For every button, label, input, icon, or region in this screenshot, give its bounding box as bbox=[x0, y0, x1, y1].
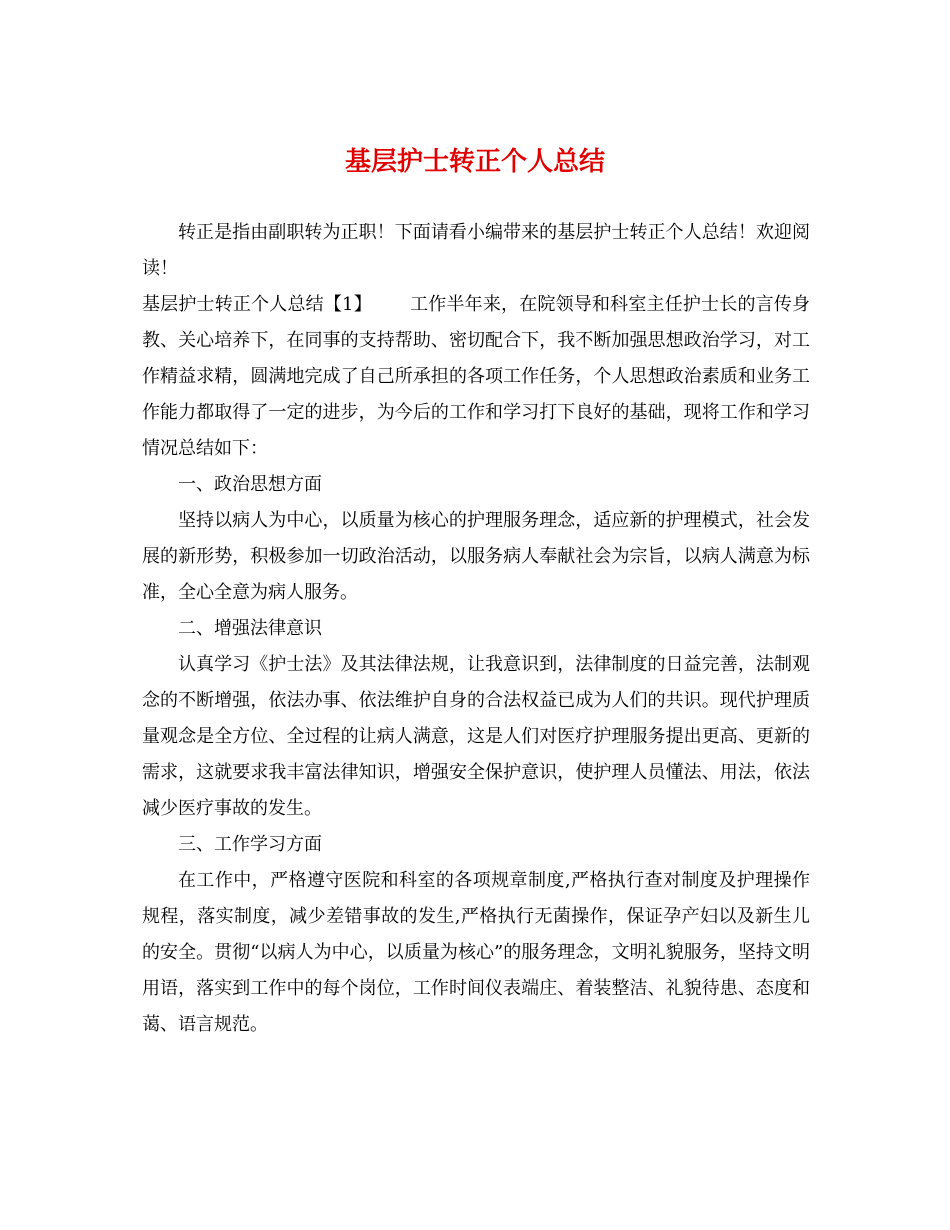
section-heading-work: 三、工作学习方面 bbox=[178, 834, 322, 855]
summary-heading: 基层护士转正个人总结【1】 bbox=[142, 294, 372, 315]
summary-opening: 工作半年来，在院领导和科室主任护士长的言传身教、关心培养下，在同事的支持帮助、密切配合下，我不断加强思想政治学习，对工作精益求精，圆满地完成了自己所承担的各项工作任务，个人思想政治素质和业务工作能力都取得了一定的进步，为今后的工作和学习打下良好的基础，现将工作和学习情况总结如下： bbox=[142, 294, 811, 459]
intro-paragraph: 转正是指由副职转为正职！下面请看小编带来的基层护士转正个人总结！欢迎阅读！ bbox=[142, 222, 810, 279]
section-heading-politics: 一、政治思想方面 bbox=[178, 474, 322, 495]
summary-paragraph bbox=[142, 287, 810, 467]
section-text-work: 在工作中，严格遵守医院和科室的各项规章制度,严格执行查对制度及护理操作规程，落实制度，减少差错事故的发生,严格执行无菌操作，保证孕产妇以及新生儿的安全。贯彻“以病人为中心，以质量为核心”的服务理念，文明礼貌服务，坚持文明用语，落实到工作中的每个岗位，工作时间仪表端庄、着装整洁、礼貌待患、态度和蔼、语言规范。 bbox=[142, 870, 810, 1035]
section-text-law: 认真学习《护士法》及其法律法规，让我意识到，法律制度的日益完善，法制观念的不断增强，依法办事、依法维护自身的合法权益已成为人们的共识。现代护理质量观念是全方位、全过程的让病人满意，这是人们对医疗护理服务提出更高、更新的需求，这就要求我丰富法律知识，增强安全保护意识，使护理人员懂法、用法，依法减少医疗事故的发生。 bbox=[142, 654, 810, 819]
section-heading-law: 二、增强法律意识 bbox=[178, 618, 322, 639]
document-title: 基层护士转正个人总结 bbox=[344, 147, 605, 177]
section-text-politics: 坚持以病人为中心，以质量为核心的护理服务理念，适应新的护理模式，社会发展的新形势，积极参加一切政治活动，以服务病人奉献社会为宗旨，以病人满意为标准，全心全意为病人服务。 bbox=[142, 510, 810, 603]
document-body bbox=[142, 215, 810, 1043]
